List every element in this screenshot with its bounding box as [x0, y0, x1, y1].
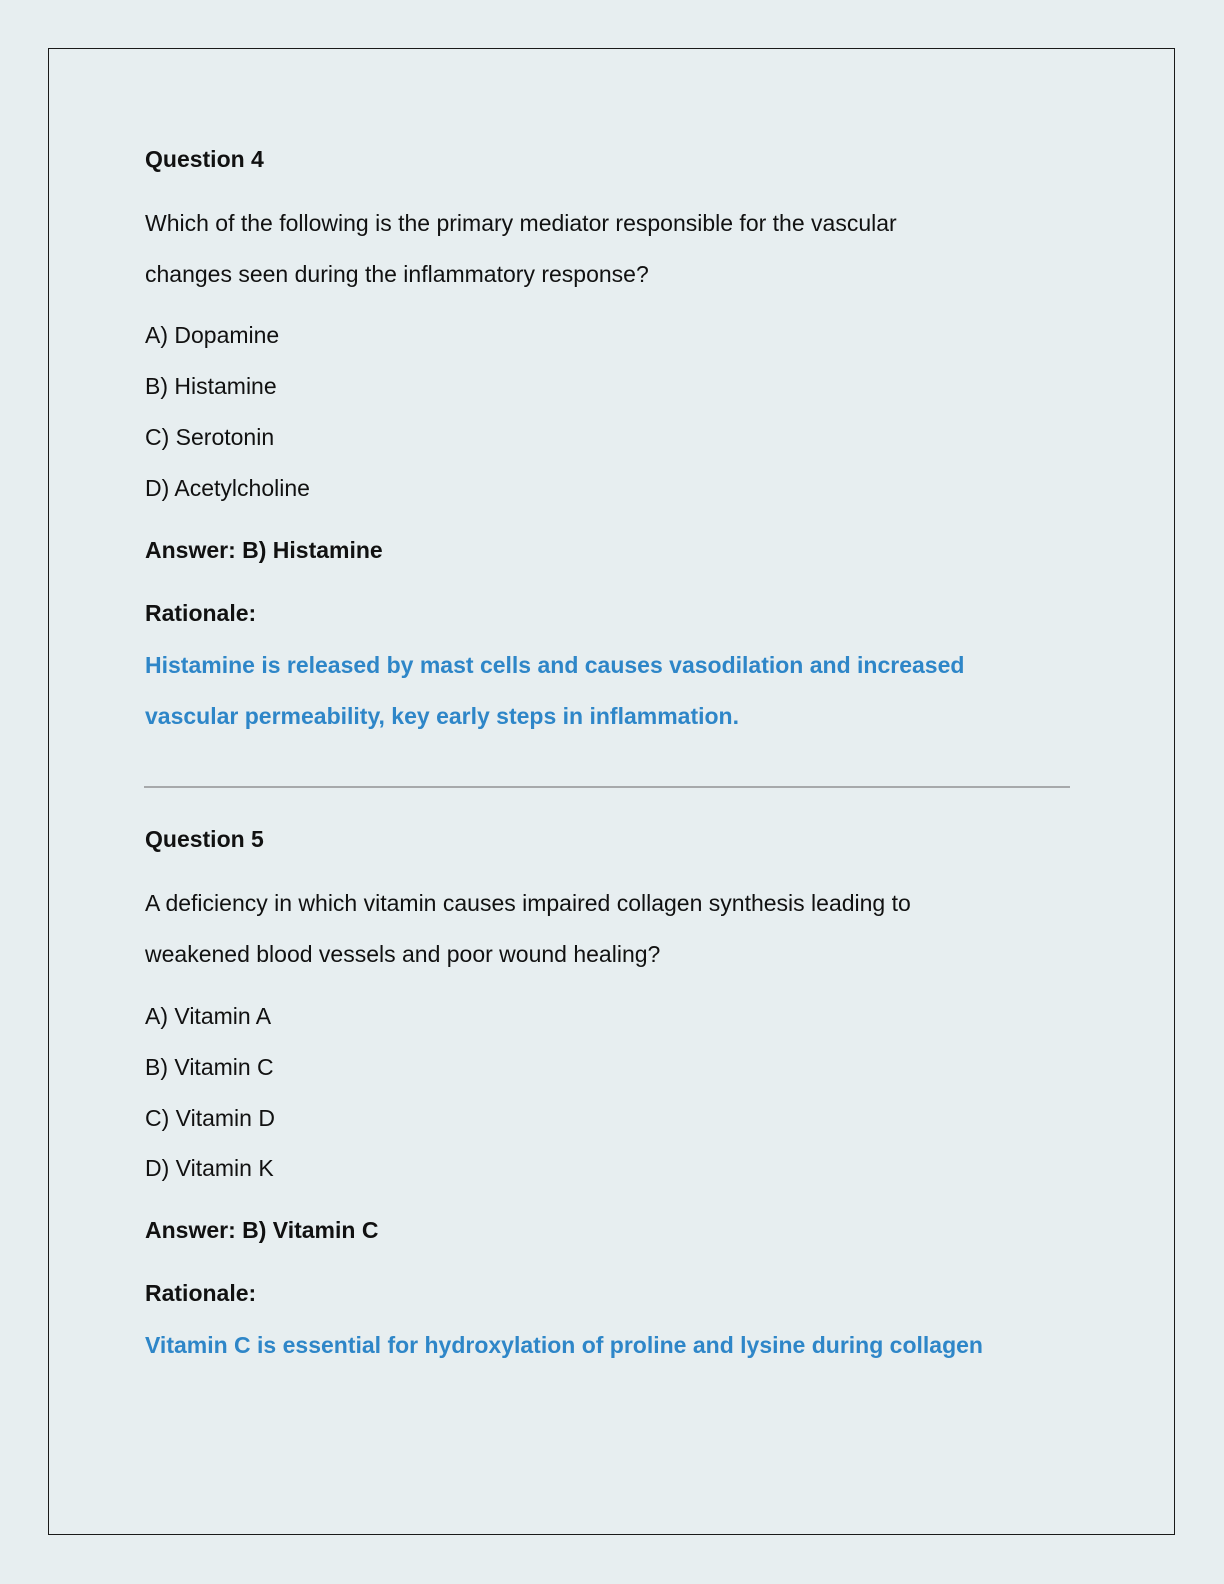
question-4-stem-line: Which of the following is the primary mediator responsible for the vascular — [145, 210, 897, 236]
question-4-rationale-text — [145, 640, 1065, 742]
question-4-answer: Answer: B) Histamine — [145, 537, 383, 563]
question-4-option-a: A) Dopamine — [145, 322, 280, 348]
question-5-option-d: D) Vitamin K — [145, 1155, 274, 1181]
question-4-option-d: D) Acetylcholine — [145, 475, 310, 501]
question-5-rationale-label: Rationale: — [145, 1280, 257, 1306]
question-5-option-a: A) Vitamin A — [145, 1003, 272, 1029]
question-4-rationale-line: Histamine is released by mast cells and causes vasodilation and increased — [145, 652, 965, 678]
question-5-answer: Answer: B) Vitamin C — [145, 1217, 379, 1243]
question-4-stem-line: changes seen during the inflammatory response? — [145, 261, 649, 287]
question-5-rationale-line: Vitamin C is essential for hydroxylation of proline and lysine during collagen — [145, 1332, 983, 1358]
question-4-option-c: C) Serotonin — [145, 424, 275, 450]
question-5-title: Question 5 — [145, 826, 264, 852]
question-4-title: Question 4 — [145, 146, 264, 172]
question-5-stem-line: A deficiency in which vitamin causes impaired collagen synthesis leading to — [145, 890, 911, 916]
question-5-option-b: B) Vitamin C — [145, 1054, 274, 1080]
question-4-rationale-line: vascular permeability, key early steps in inflammation. — [145, 703, 739, 729]
question-4-option-b: B) Histamine — [145, 373, 277, 399]
section-divider — [144, 786, 1070, 788]
question-4-rationale-label: Rationale: — [145, 600, 257, 626]
question-4-stem — [145, 198, 1045, 300]
question-5-stem — [145, 878, 1045, 980]
question-5-option-c: C) Vitamin D — [145, 1105, 275, 1131]
question-5-rationale-text — [145, 1320, 1065, 1371]
question-5-stem-line: weakened blood vessels and poor wound healing? — [145, 941, 661, 967]
